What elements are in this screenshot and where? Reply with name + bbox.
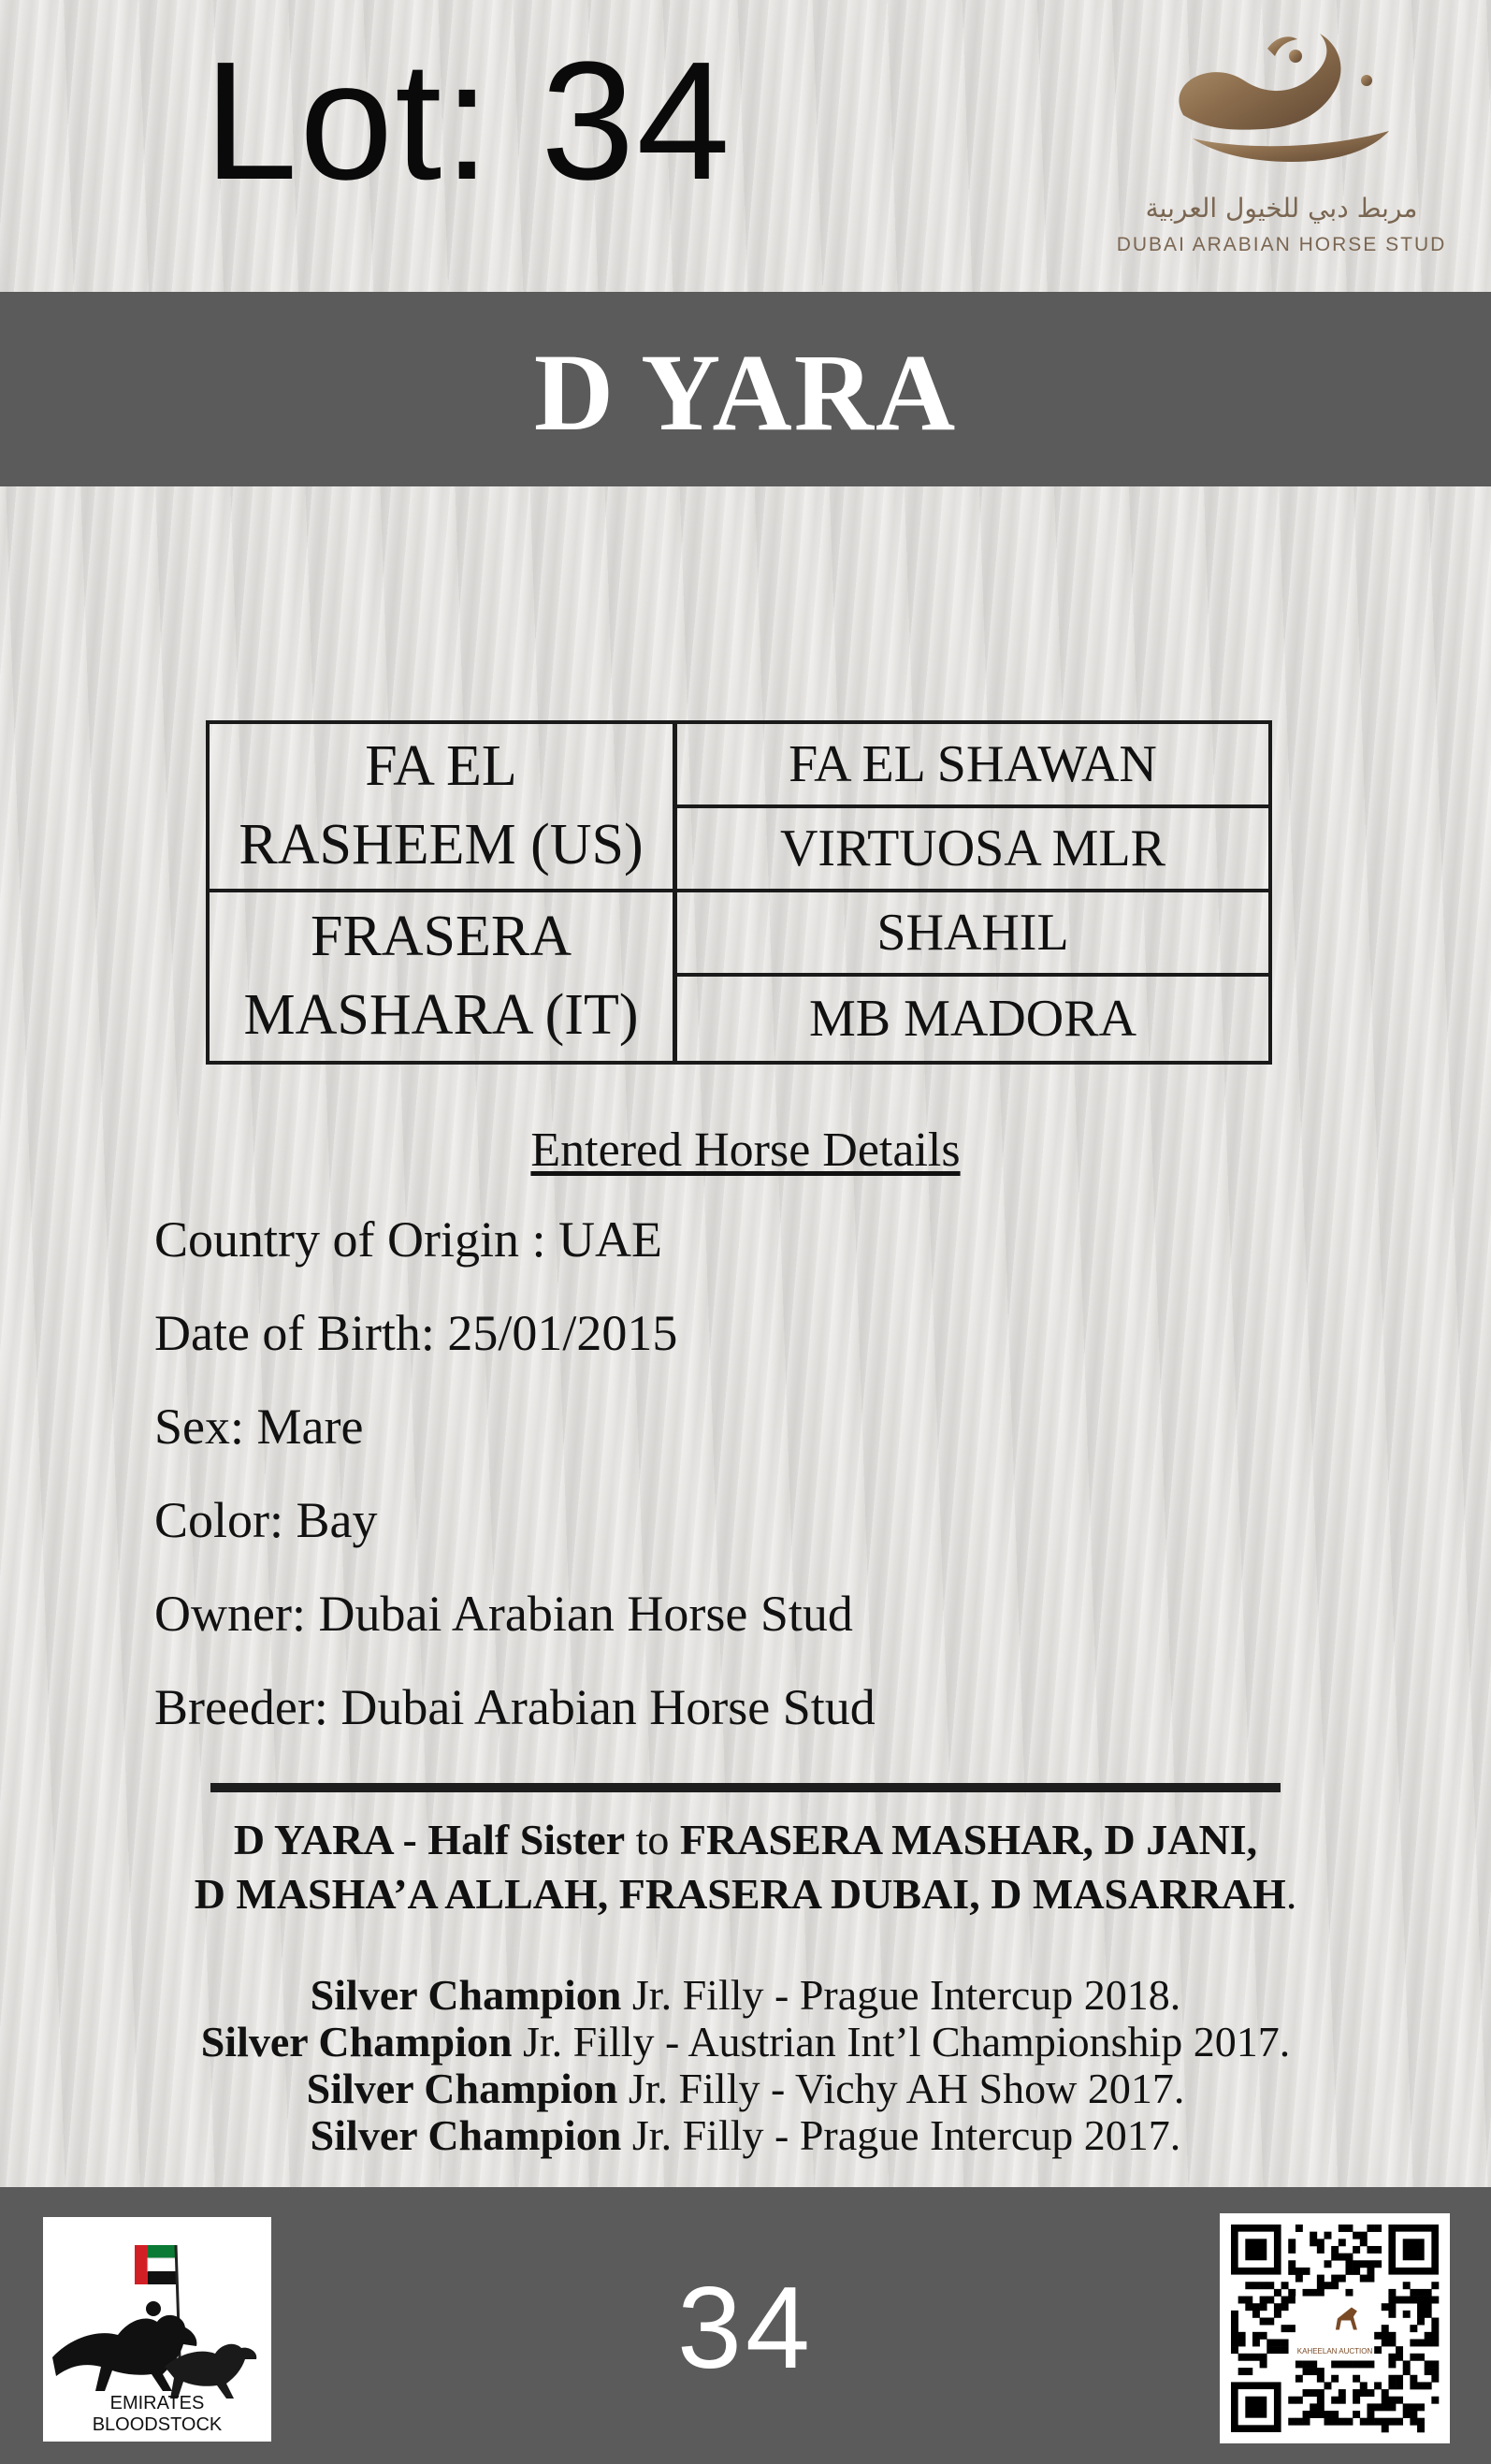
siblings-note-line2 (0, 1867, 1491, 1921)
pedigree-table (206, 720, 1272, 1065)
award-line-3 (0, 2062, 1491, 2116)
stud-logo-latin-text: DUBAI ARABIAN HORSE STUD (1116, 234, 1447, 255)
dam-sire-cell: SHAHIL (677, 892, 1268, 977)
footer-lot-number: 34 (677, 2264, 814, 2393)
award-text-3: Jr. Filly - Vichy AH Show 2017. (617, 2065, 1185, 2112)
sire-cell (210, 724, 673, 892)
pedigree-grandparents-column (677, 724, 1268, 1061)
award-title-2: Silver Champion (200, 2018, 513, 2065)
detail-country-of-origin: Country of Origin : UAE (154, 1211, 662, 1268)
award-line-2 (0, 2015, 1491, 2069)
lot-label: Lot: 34 (204, 27, 732, 215)
detail-sex: Sex: Mare (154, 1399, 364, 1455)
details-heading: Entered Horse Details (530, 1123, 961, 1177)
siblings-note-line1 (0, 1813, 1491, 1867)
qr-code[interactable] (1220, 2213, 1450, 2443)
dubai-arabian-horse-stud-logo (1085, 26, 1478, 269)
award-title-4: Silver Champion (310, 2111, 622, 2159)
sire-dam-cell: VIRTUOSA MLR (677, 808, 1268, 892)
dam-name-line2: MASHARA (IT) (243, 983, 639, 1047)
award-title-3: Silver Champion (306, 2065, 618, 2112)
award-line-4 (0, 2109, 1491, 2163)
siblings-note-to: to (625, 1816, 680, 1863)
section-divider (210, 1783, 1281, 1792)
siblings-note-list-a: FRASERA MASHAR, D JANI, (679, 1816, 1258, 1863)
siblings-note-end: . (1285, 1870, 1297, 1918)
award-title-1: Silver Champion (310, 1971, 622, 2019)
sire-name-line1: FA EL (365, 734, 517, 799)
detail-breeder: Breeder: Dubai Arabian Horse Stud (154, 1679, 876, 1735)
stud-logo-arabic-text: مربط دبي للخيول العربية (1145, 193, 1418, 224)
award-text-1: Jr. Filly - Prague Intercup 2018. (621, 1971, 1181, 2019)
stud-logo-mark-icon (1155, 26, 1408, 176)
dam-dam-cell: MB MADORA (808, 990, 1137, 1048)
sire-sire-cell: FA EL SHAWAN (677, 724, 1268, 808)
detail-owner: Owner: Dubai Arabian Horse Stud (154, 1586, 853, 1642)
detail-color: Color: Bay (154, 1492, 378, 1548)
dam-cell (210, 892, 673, 1061)
pedigree-parents-column (210, 724, 677, 1061)
emirates-bloodstock-label: EMIRATES BLOODSTOCK (92, 2393, 223, 2435)
award-text-4: Jr. Filly - Prague Intercup 2017. (621, 2111, 1181, 2159)
title-band (0, 292, 1491, 486)
svg-text:KAHEELAN AUCTION: KAHEELAN AUCTION (1296, 2346, 1373, 2355)
dam-name-line1: FRASERA (310, 905, 572, 969)
qr-code-icon (1220, 2213, 1450, 2443)
siblings-note-list-b: D MASHA’A ALLAH, FRASERA DUBAI, D MASARRAH (194, 1870, 1286, 1918)
sire-name-line2: RASHEEM (US) (239, 813, 644, 877)
award-line-1 (0, 1968, 1491, 2022)
siblings-note-name: D YARA - Half Sister (233, 1816, 626, 1863)
detail-date-of-birth: Date of Birth: 25/01/2015 (154, 1305, 678, 1361)
horse-name: D YARA (533, 331, 958, 454)
award-text-2: Jr. Filly - Austrian Int’l Championship 2017. (512, 2018, 1291, 2065)
